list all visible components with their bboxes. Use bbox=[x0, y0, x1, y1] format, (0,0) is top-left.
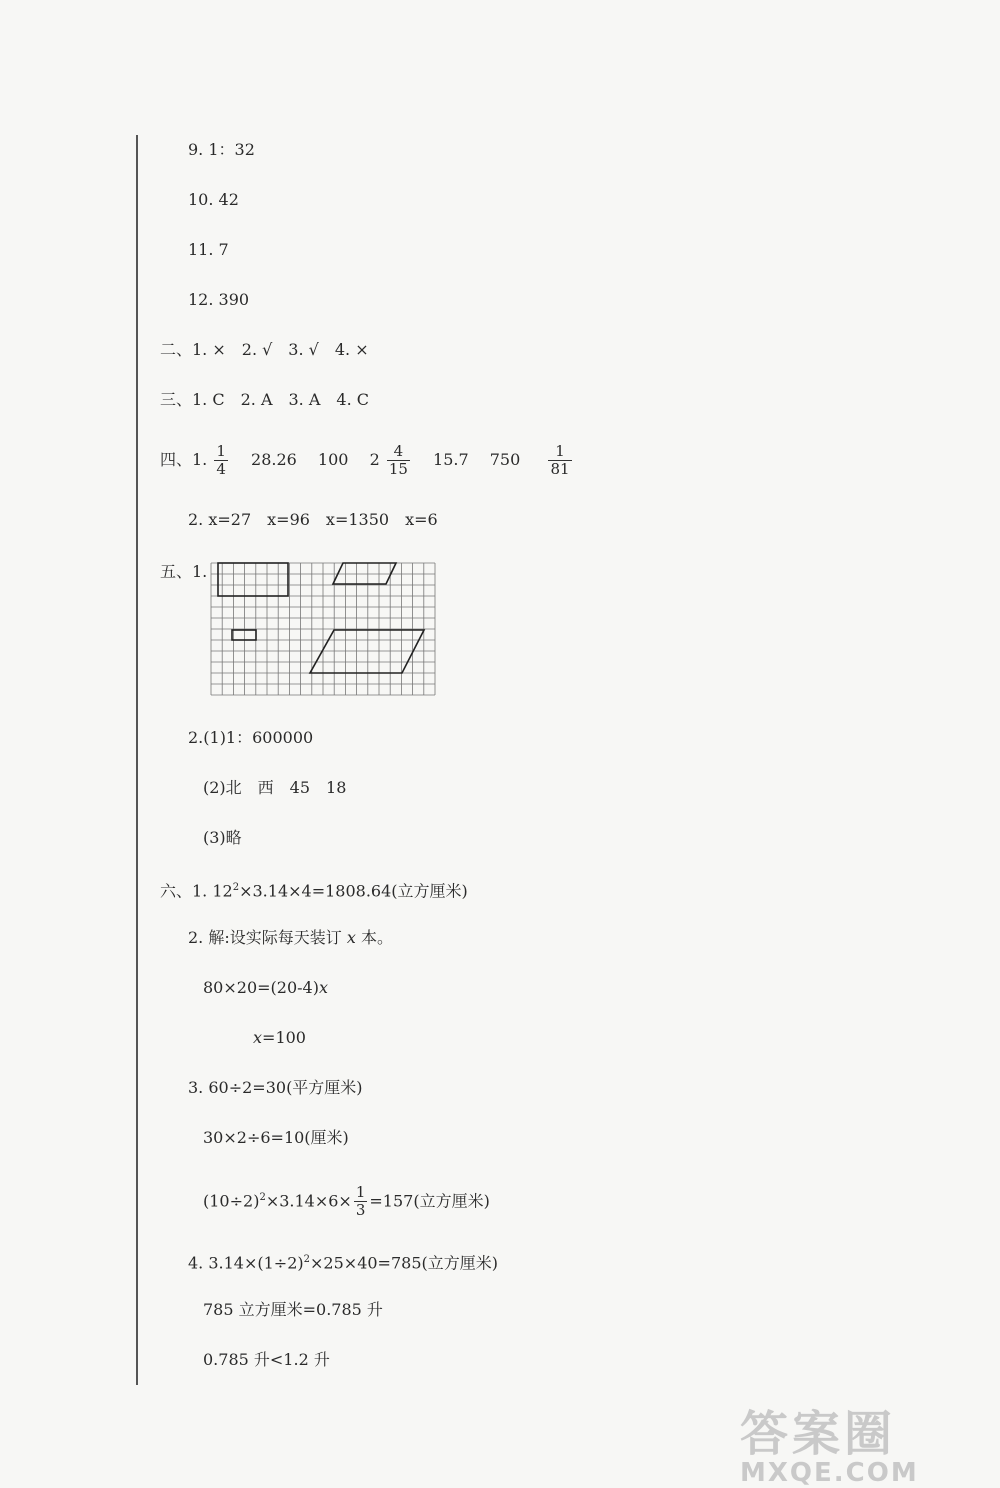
section-6-q1: 六、1. $12^2\times 3.14\times 4=1808.64$(立方厘米) bbox=[160, 881, 468, 901]
section-4-label: 四、1. bbox=[160, 450, 208, 469]
margin-line bbox=[136, 135, 138, 1385]
answer-12: 12. 390 bbox=[188, 290, 250, 309]
watermark-logo: 答案圈 bbox=[740, 1406, 897, 1462]
section-5-q2-1: 2.(1)1：600000 bbox=[188, 728, 314, 747]
section-6-q2: 2. 解:设实际每天装订 x 本。 bbox=[188, 928, 393, 947]
large-parallelogram-shape bbox=[310, 630, 424, 673]
fraction-1-3: $\frac{1}{3}$ bbox=[355, 1183, 366, 1220]
watermark-url: MXQE.COM bbox=[740, 1458, 919, 1488]
answer-10: 10. 42 bbox=[188, 190, 239, 209]
section-4-q2: 2. x=27 x=96 x=1350 x=6 bbox=[188, 510, 438, 529]
section-5-label: 五、1. bbox=[160, 562, 208, 581]
section-5-q2-2: (2)北 西 45 18 bbox=[203, 778, 347, 797]
rectangle-shape bbox=[218, 563, 288, 596]
watermark bbox=[740, 1395, 919, 1488]
small-parallelogram-shape bbox=[333, 563, 396, 584]
section-6-q3-2: 30×2÷6=10(厘米) bbox=[203, 1128, 349, 1147]
fraction-4-15: $\frac{4}{15}$ bbox=[388, 442, 408, 478]
fraction-1-81: $\frac{1}{81}$ bbox=[550, 442, 570, 478]
small-rectangle-shape bbox=[232, 630, 256, 640]
section-6-q2-eq: 80×20=(20-4)x bbox=[203, 978, 328, 997]
section-6-q3-1: 3. 60÷2=30(平方厘米) bbox=[188, 1078, 363, 1097]
answer-11: 11. 7 bbox=[188, 240, 229, 259]
section-3-answers: 三、1. C 2. A 3. A 4. C bbox=[160, 390, 370, 409]
answer-9: 9. 1：32 bbox=[188, 140, 255, 159]
section-6-q4-3: 0.785 升<1.2 升 bbox=[203, 1350, 330, 1369]
section-2-answers: 二、1. × 2. √ 3. √ 4. × bbox=[160, 340, 369, 359]
fraction-1-4: $\frac{1}{4}$ bbox=[216, 442, 226, 478]
section-4-q1: 四、1. $\frac{1}{4}$ 28.26 100 2 $\frac{4}{15}$ 15.7 750 $\frac{1}{81}$ bbox=[160, 442, 570, 478]
section-5-q2-3: (3)略 bbox=[203, 828, 242, 847]
section-6-q2-result: x=100 bbox=[253, 1028, 306, 1047]
section-6-q4-1: 4. $3.14\times(1\div 2)^2\times 25\times 40=785$(立方厘米) bbox=[188, 1253, 498, 1273]
grid-figure bbox=[210, 562, 436, 696]
section-6-q3-3: $(10\div 2)^2\times 3.14\times 6\times$ $\frac{1}{3}$ =157(立方厘米) bbox=[203, 1183, 490, 1220]
section-6-q4-2: 785 立方厘米=0.785 升 bbox=[203, 1300, 383, 1319]
